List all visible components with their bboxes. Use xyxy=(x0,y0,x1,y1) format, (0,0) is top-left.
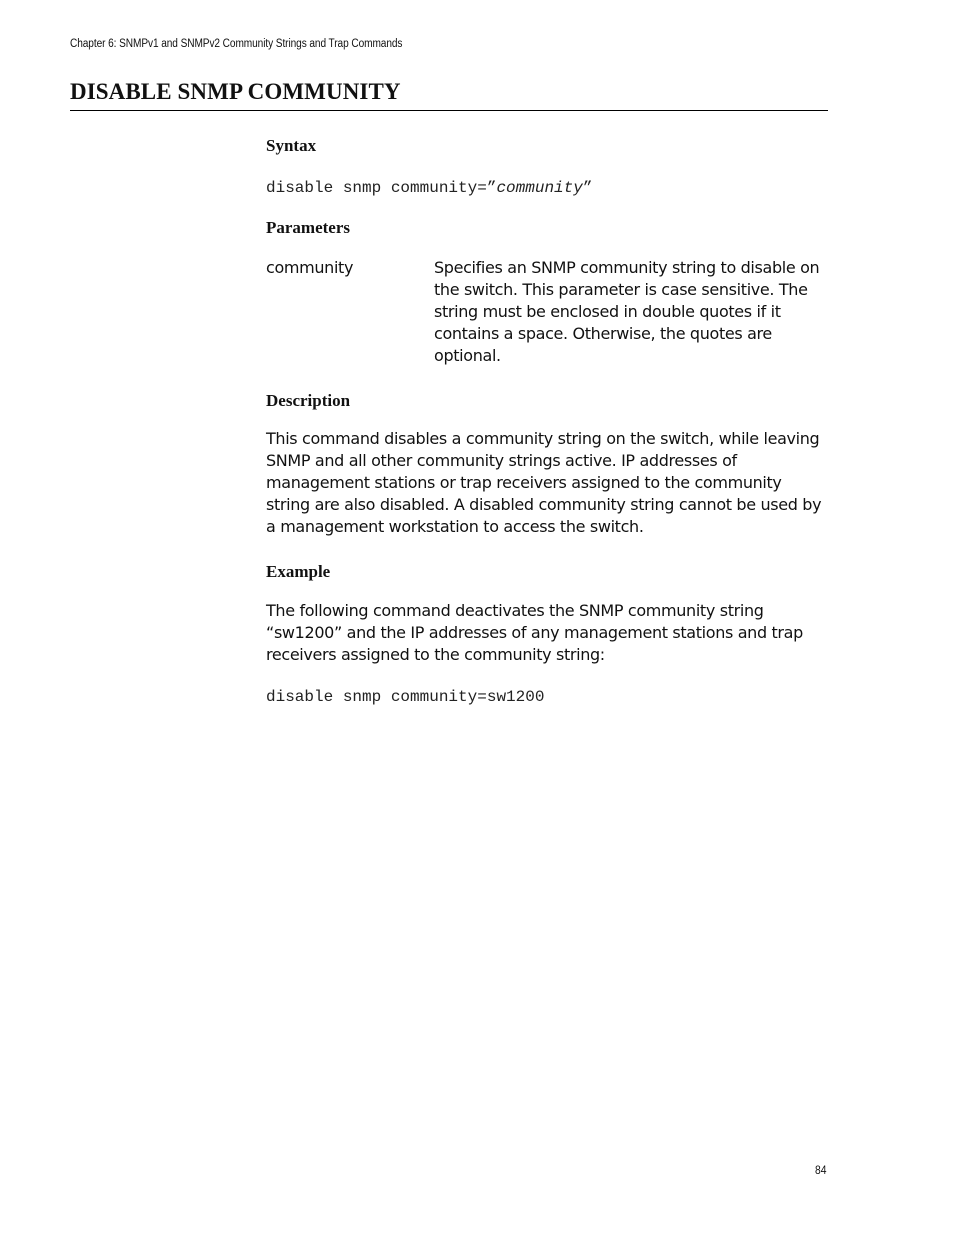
example-command: disable snmp community=sw1200 xyxy=(266,688,545,706)
parameters-heading: Parameters xyxy=(266,218,351,237)
example-heading: Example xyxy=(266,562,331,581)
syntax-heading: Syntax xyxy=(266,136,317,155)
example-text: The following command deactivates the SNMP community string “sw1200” and the IP addresses of any management stations and trap receivers assigned to the community string: xyxy=(266,601,803,664)
syntax-command-suffix: ” xyxy=(582,179,593,197)
syntax-command-variable: community xyxy=(496,179,583,197)
parameter-row xyxy=(266,257,828,367)
parameter-name: community xyxy=(266,258,354,277)
syntax-command-prefix: disable snmp community=” xyxy=(266,179,497,197)
syntax-command xyxy=(266,176,828,200)
page-number: 84 xyxy=(815,1165,827,1177)
description-text: This command disables a community string on the switch, while leaving SNMP and all other community strings active. IP addresses of management stations or trap receivers assigned to the community string are also disabled. A disabled community string cannot be used by a management workstation to access the switch. xyxy=(266,429,822,536)
command-reference-body xyxy=(266,134,828,709)
page-title: DISABLE SNMP COMMUNITY xyxy=(70,78,828,111)
running-header: Chapter 6: SNMPv1 and SNMPv2 Community Strings and Trap Commands xyxy=(70,38,403,50)
parameter-description: Specifies an SNMP community string to disable on the switch. This parameter is case sensitive. The string must be enclosed in double quotes if it contains a space. Otherwise, the quotes are optional. xyxy=(434,258,820,365)
description-heading: Description xyxy=(266,391,351,410)
